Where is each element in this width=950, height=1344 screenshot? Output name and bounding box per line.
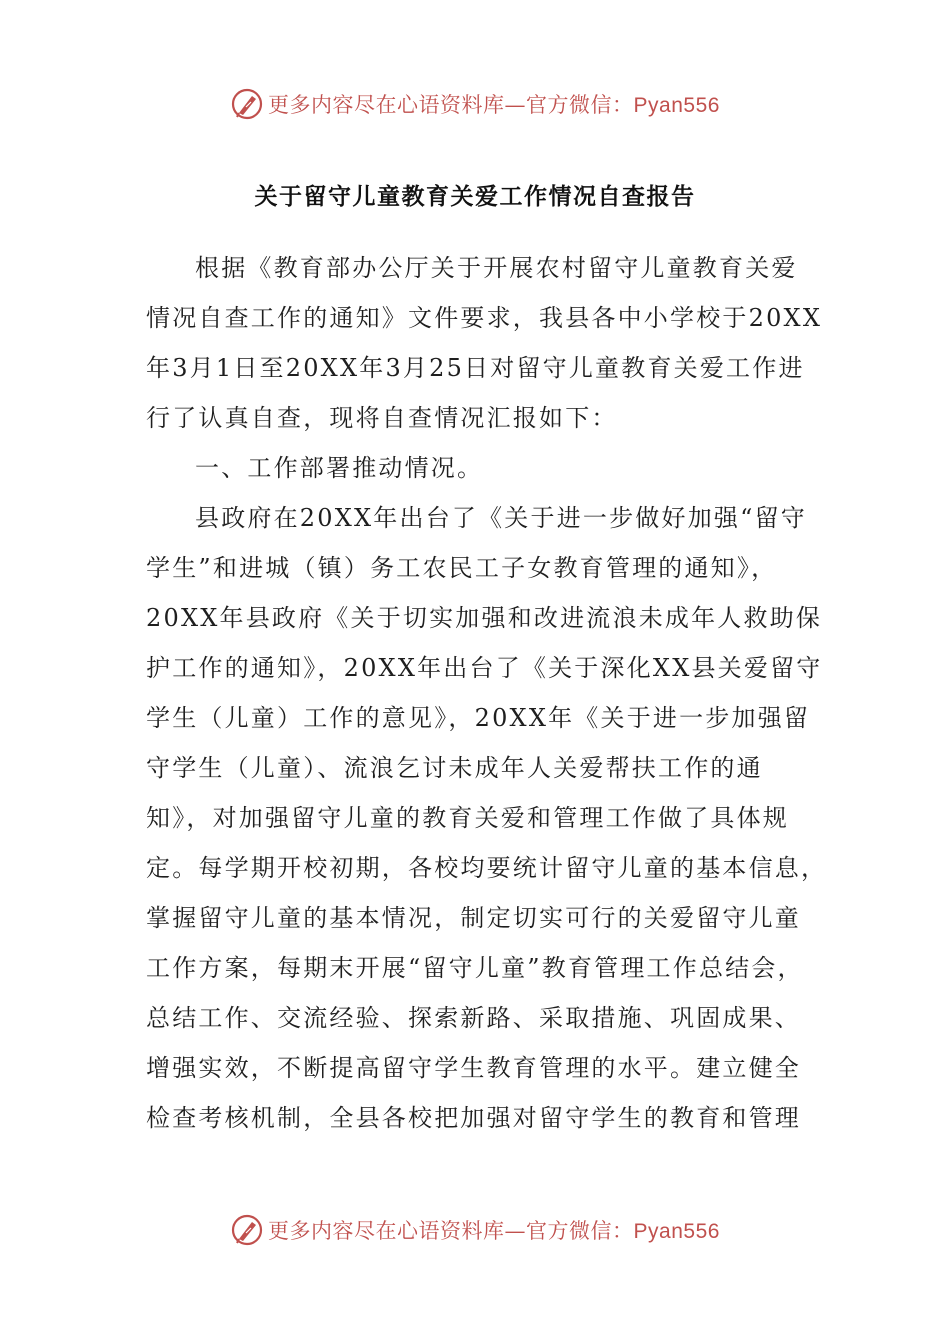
body-line: 情况自查工作的通知》文件要求，我县各中小学校于20XX [146,304,823,332]
body-line: 增强实效，不断提高留守学生教育管理的水平。建立健全 [146,1054,801,1082]
body-line: 县政府在20XX年出台了《关于进一步做好加强“留守 [195,504,807,532]
body-line: 掌握留守儿童的基本情况，制定切实可行的关爱留守儿童 [146,904,801,932]
body-line: 护工作的通知》，20XX年出台了《关于深化XX县关爱留守 [146,654,823,682]
footer-banner-label: 更多内容尽在心语资料库—官方微信： [268,1219,634,1243]
footer-wechat-id: Pyan556 [633,1220,720,1243]
header-banner-label: 更多内容尽在心语资料库—官方微信： [268,93,634,117]
body-line: 学生（儿童）工作的意见》，20XX年《关于进一步加强留 [146,704,811,732]
body-line: 定。每学期开校初期，各校均要统计留守儿童的基本信息， [146,854,828,882]
header-wechat-id: Pyan556 [633,94,720,117]
body-line: 20XX年县政府《关于切实加强和改进流浪未成年人救助保 [146,604,823,632]
body-line: 行了认真自查，现将自查情况汇报如下： [146,404,618,432]
quill-pen-logo-icon [230,1213,264,1247]
page-title: 关于留守儿童教育关爱工作情况自查报告 [254,184,696,210]
body-line: 学生”和进城（镇）务工农民工子女教育管理的通知》， [146,554,778,582]
body-line: 总结工作、交流经验、探索新路、采取措施、巩固成果、 [146,1004,801,1032]
footer-banner-text [268,1215,720,1245]
body-line: 根据《教育部办公厅关于开展农村留守儿童教育关爱 [195,254,798,282]
quill-pen-logo-icon [230,87,264,121]
header-banner [0,82,950,126]
section-heading: 一、工作部署推动情况。 [195,454,484,482]
footer-banner [0,1208,950,1252]
body-line: 守学生（儿童）、流浪乞讨未成年人关爱帮扶工作的通 [146,754,763,782]
body-line: 年3月1日至20XX年3月25日对留守儿童教育关爱工作进 [146,354,805,382]
header-banner-text [268,89,720,119]
body-line: 检查考核机制，全县各校把加强对留守学生的教育和管理 [146,1104,801,1132]
body-line: 工作方案，每期末开展“留守儿童”教育管理工作总结会， [146,954,804,982]
body-line: 知》，对加强留守儿童的教育关爱和管理工作做了具体规 [146,804,789,832]
